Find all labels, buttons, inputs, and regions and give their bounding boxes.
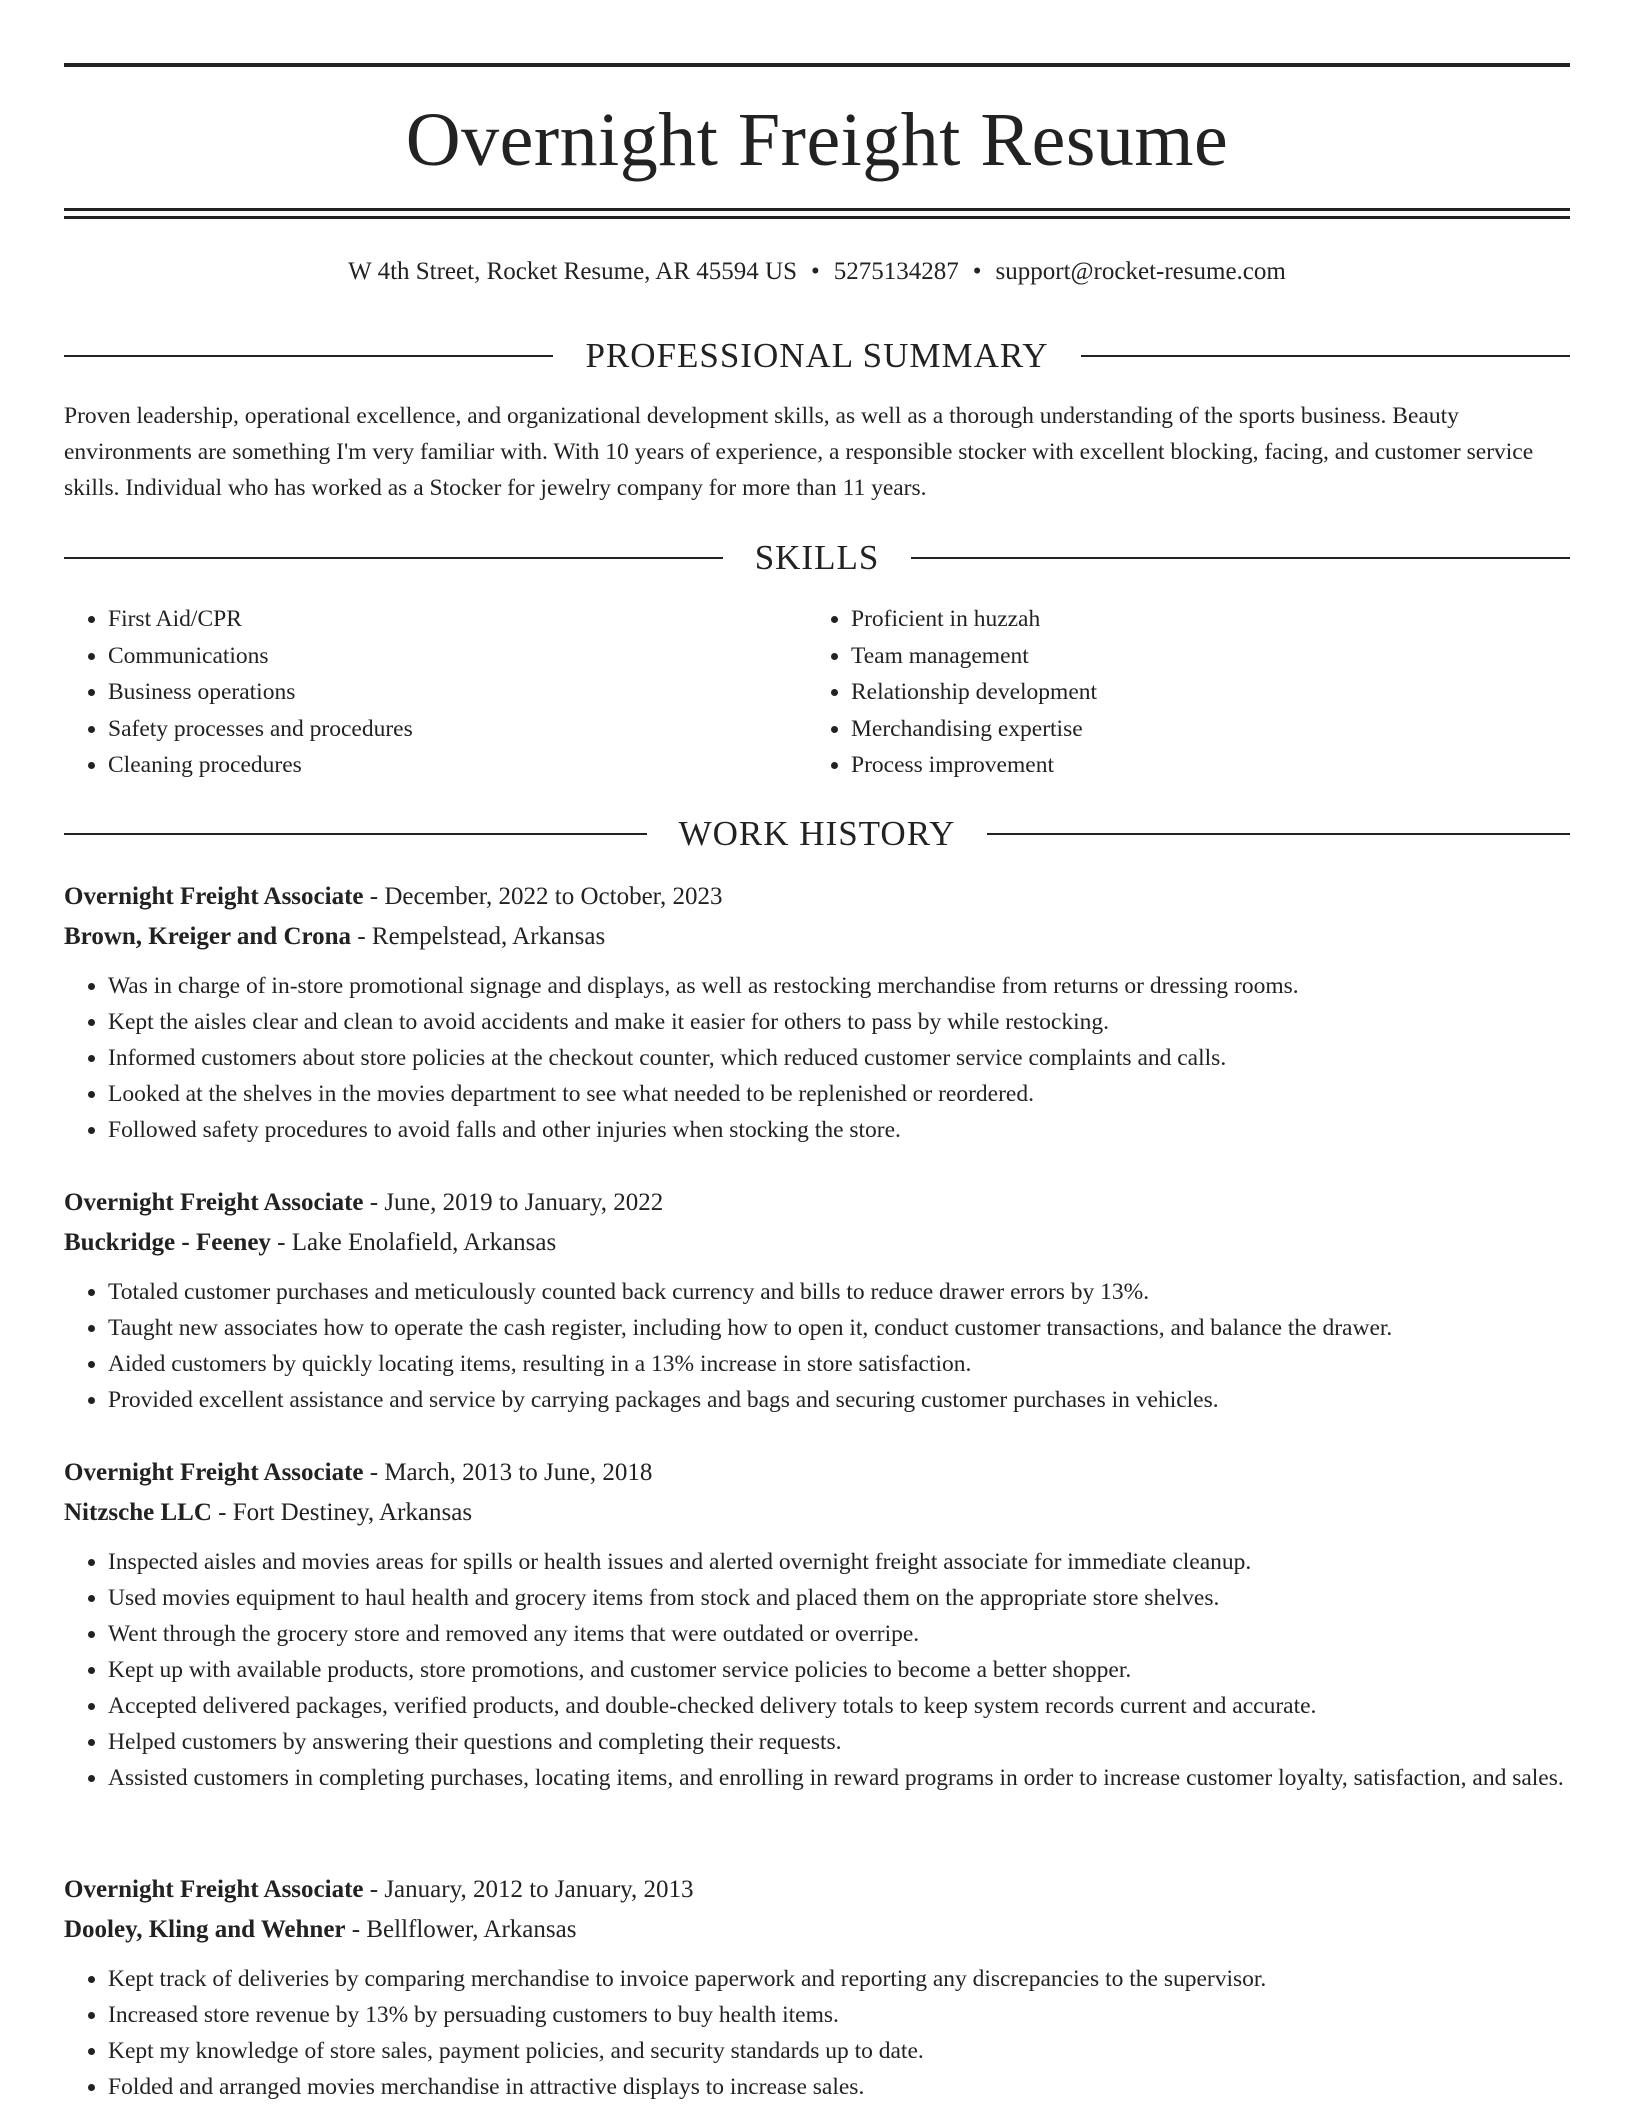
job-bullet: • Folded and arranged movies merchandise in attractive displays to increase sales. bbox=[108, 2069, 1570, 2105]
skill-item: • Process improvement bbox=[851, 747, 1097, 784]
job-company: Dooley, Kling and Wehner bbox=[64, 1916, 346, 1943]
skill-item: • First Aid/CPR bbox=[108, 601, 413, 638]
work-heading: WORK HISTORY bbox=[678, 814, 956, 853]
job-bullet: • Assisted customers in completing purchases, locating items, and enrolling in reward programs in order to increase customer loyalty, satisfaction, and sales. bbox=[108, 1760, 1570, 1796]
job-title: Overnight Freight Associate bbox=[64, 883, 364, 910]
job-bullets bbox=[64, 1961, 1570, 2105]
job-bullet: • Used movies equipment to haul health and grocery items from stock and placed them on the appropriate store shelves. bbox=[108, 1580, 1570, 1616]
skill-item: • Team management bbox=[851, 638, 1097, 675]
skill-item: • Safety processes and procedures bbox=[108, 711, 413, 748]
job-company-line: Nitzsche LLC - Fort Destiney, Arkansas bbox=[64, 1499, 473, 1526]
job-location: Fort Destiney, Arkansas bbox=[232, 1499, 473, 1526]
job-bullet: • Was in charge of in-store promotional signage and displays, as well as restocking merchandise from returns or dressing rooms. bbox=[108, 968, 1570, 1004]
job-bullet: • Kept my knowledge of store sales, payment policies, and security standards up to date. bbox=[108, 2033, 1570, 2069]
contact-email: support@rocket-resume.com bbox=[995, 258, 1286, 285]
contact-line bbox=[64, 254, 1570, 290]
title-double-rule-top bbox=[64, 208, 1570, 211]
job-company: Buckridge - Feeney bbox=[64, 1229, 271, 1256]
job-bullet: • Increased store revenue by 13% by persuading customers to buy health items. bbox=[108, 1997, 1570, 2033]
job-bullet: • Aided customers by quickly locating items, resulting in a 13% increase in store satisfaction. bbox=[108, 1346, 1570, 1382]
resume-title: Overnight Freight Resume bbox=[405, 98, 1229, 182]
job-entry bbox=[64, 1184, 1570, 1418]
skill-item: • Cleaning procedures bbox=[108, 747, 413, 784]
contact-separator: • bbox=[811, 258, 820, 285]
job-bullet: • Kept track of deliveries by comparing merchandise to invoice paperwork and reporting any discrepancies to the supervisor. bbox=[108, 1961, 1570, 1997]
skills-heading: SKILLS bbox=[754, 538, 880, 577]
job-bullet: • Went through the grocery store and removed any items that were outdated or overripe. bbox=[108, 1616, 1570, 1652]
job-dates: March, 2013 to June, 2018 bbox=[384, 1459, 653, 1486]
job-bullet: • Provided excellent assistance and service by carrying packages and bags and securing customer purchases in vehicles. bbox=[108, 1382, 1570, 1418]
job-title-line: Overnight Freight Associate - December, 2022 to October, 2023 bbox=[64, 883, 723, 910]
job-title-line: Overnight Freight Associate - March, 2013 to June, 2018 bbox=[64, 1459, 653, 1486]
job-bullets bbox=[64, 968, 1570, 1148]
skill-item: • Communications bbox=[108, 638, 413, 675]
job-bullet: • Looked at the shelves in the movies department to see what needed to be replenished or reordered. bbox=[108, 1076, 1570, 1112]
job-company-line: Buckridge - Feeney - Lake Enolafield, Arkansas bbox=[64, 1229, 557, 1256]
skills-list-left bbox=[64, 601, 413, 784]
title-double-rule-bottom bbox=[64, 216, 1570, 219]
job-title: Overnight Freight Associate bbox=[64, 1459, 364, 1486]
job-company-line: Brown, Kreiger and Crona - Rempelstead, Arkansas bbox=[64, 923, 606, 950]
job-title-line: Overnight Freight Associate - January, 2012 to January, 2013 bbox=[64, 1876, 694, 1903]
skill-item: • Proficient in huzzah bbox=[851, 601, 1097, 638]
heading-rule-left bbox=[64, 557, 723, 559]
job-bullet: • Accepted delivered packages, verified products, and double-checked delivery totals to keep system records current and accurate. bbox=[108, 1688, 1570, 1724]
skill-item: • Merchandising expertise bbox=[851, 711, 1097, 748]
job-title: Overnight Freight Associate bbox=[64, 1189, 364, 1216]
job-bullet: • Helped customers by answering their questions and completing their requests. bbox=[108, 1724, 1570, 1760]
job-dates: June, 2019 to January, 2022 bbox=[384, 1189, 664, 1216]
summary-heading-row bbox=[64, 334, 1570, 378]
job-dates: December, 2022 to October, 2023 bbox=[384, 883, 723, 910]
job-company-line: Dooley, Kling and Wehner - Bellflower, Arkansas bbox=[64, 1916, 577, 1943]
contact-phone: 5275134287 bbox=[833, 258, 959, 285]
summary-text: Proven leadership, operational excellence, and organizational development skills, as well as a thorough understanding of the sports business. Beauty environments are something I'm very familiar with. With 10 years of experience, a responsible stocker with excellent blocking, facing, and customer service skills. Individual who has worked as a Stocker for jewelry company for more than 11 years. bbox=[64, 403, 1534, 501]
summary-heading: PROFESSIONAL SUMMARY bbox=[585, 336, 1049, 375]
job-title: Overnight Freight Associate bbox=[64, 1876, 364, 1903]
skill-item: • Business operations bbox=[108, 674, 413, 711]
job-entry bbox=[64, 1454, 1570, 1796]
job-entry bbox=[64, 878, 1570, 1148]
work-heading-row bbox=[64, 812, 1570, 856]
job-bullet: • Inspected aisles and movies areas for spills or health issues and alerted overnight freight associate for immediate cleanup. bbox=[108, 1544, 1570, 1580]
skill-item: • Relationship development bbox=[851, 674, 1097, 711]
job-company: Brown, Kreiger and Crona bbox=[64, 923, 352, 950]
job-bullet: • Kept the aisles clear and clean to avoid accidents and make it easier for others to pass by while restocking. bbox=[108, 1004, 1570, 1040]
heading-rule-right bbox=[911, 557, 1570, 559]
job-bullet: • Kept up with available products, store promotions, and customer service policies to become a better shopper. bbox=[108, 1652, 1570, 1688]
heading-rule-right bbox=[1081, 355, 1570, 357]
heading-rule-left bbox=[64, 355, 553, 357]
job-bullets bbox=[64, 1274, 1570, 1418]
contact-address: W 4th Street, Rocket Resume, AR 45594 US bbox=[348, 258, 797, 285]
job-dates: January, 2012 to January, 2013 bbox=[384, 1876, 694, 1903]
job-location: Lake Enolafield, Arkansas bbox=[291, 1229, 557, 1256]
job-bullet: • Totaled customer purchases and meticulously counted back currency and bills to reduce drawer errors by 13%. bbox=[108, 1274, 1570, 1310]
job-company: Nitzsche LLC bbox=[64, 1499, 212, 1526]
top-rule bbox=[64, 63, 1570, 67]
contact-separator: • bbox=[972, 258, 982, 285]
skills-list-right bbox=[807, 601, 1097, 784]
heading-rule-left bbox=[64, 833, 647, 835]
skills-heading-row bbox=[64, 536, 1570, 580]
job-bullet: • Informed customers about store policies at the checkout counter, which reduced customer service complaints and calls. bbox=[108, 1040, 1570, 1076]
heading-rule-right bbox=[987, 833, 1570, 835]
job-title-line: Overnight Freight Associate - June, 2019 to January, 2022 bbox=[64, 1189, 664, 1216]
job-location: Bellflower, Arkansas bbox=[366, 1916, 577, 1943]
job-bullet: • Followed safety procedures to avoid falls and other injuries when stocking the store. bbox=[108, 1112, 1570, 1148]
job-bullet: • Taught new associates how to operate the cash register, including how to open it, conduct customer transactions, and balance the drawer. bbox=[108, 1310, 1570, 1346]
job-location: Rempelstead, Arkansas bbox=[371, 923, 606, 950]
job-entry bbox=[64, 1871, 1570, 2105]
job-bullets bbox=[64, 1544, 1570, 1796]
